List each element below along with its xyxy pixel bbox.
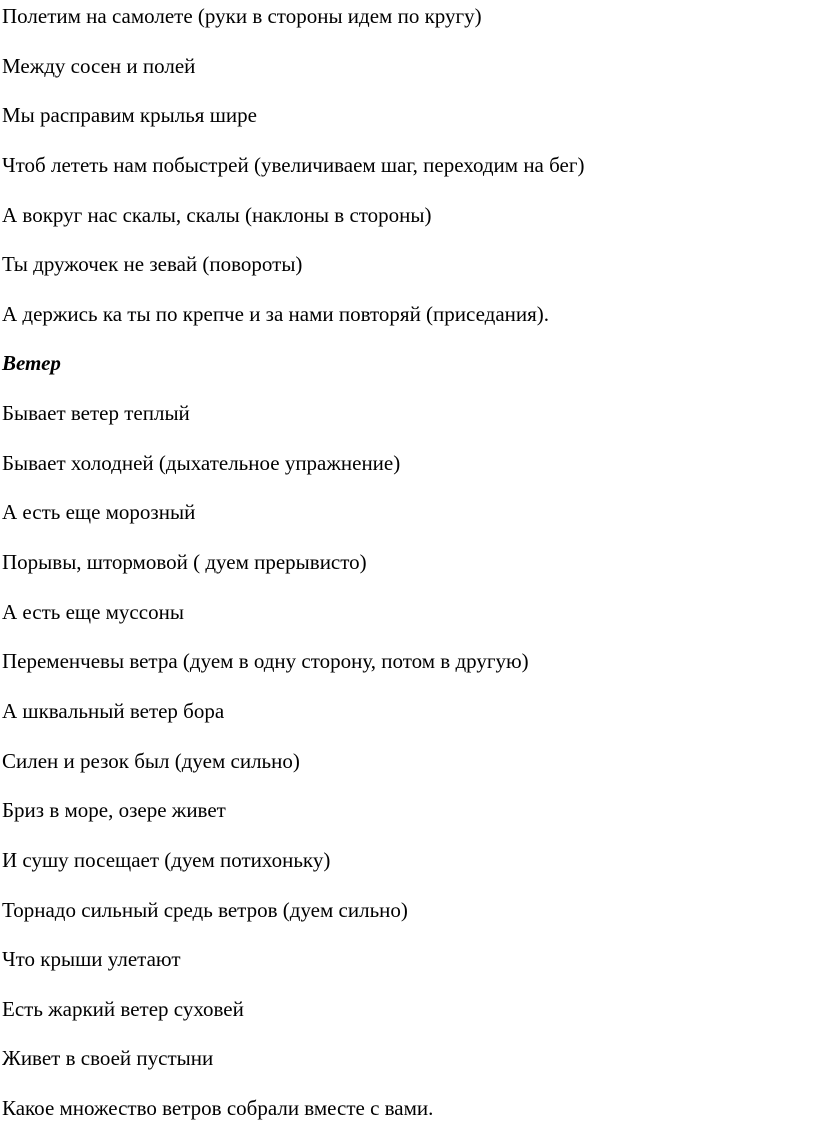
text-line: Ты дружочек не зевай (повороты) xyxy=(2,252,303,276)
text-line: Торнадо сильный средь ветров (дуем сильно) xyxy=(2,898,408,922)
text-line: Мы расправим крылья шире xyxy=(2,103,257,127)
text-line: А шквальный ветер бора xyxy=(2,699,225,723)
text-line: Бриз в море, озере живет xyxy=(2,798,226,822)
text-line: Какое множество ветров собрали вместе с вами. xyxy=(2,1096,434,1120)
text-line: А есть еще морозный xyxy=(2,500,196,524)
section-heading: Ветер xyxy=(2,351,61,375)
text-line: Есть жаркий ветер суховей xyxy=(2,997,244,1021)
text-line: Силен и резок был (дуем сильно) xyxy=(2,749,300,773)
text-line: Бывает ветер теплый xyxy=(2,401,190,425)
text-line: Чтоб лететь нам побыстрей (увеличиваем шаг, переходим на бег) xyxy=(2,153,585,177)
text-line: А есть еще муссоны xyxy=(2,600,184,624)
text-line: Бывает холодней (дыхательное упражнение) xyxy=(2,451,401,475)
text-line: И сушу посещает (дуем потихоньку) xyxy=(2,848,331,872)
text-line: А вокруг нас скалы, скалы (наклоны в стороны) xyxy=(2,203,432,227)
text-line: Переменчевы ветра (дуем в одну сторону, потом в другую) xyxy=(2,649,529,673)
text-line: Между сосен и полей xyxy=(2,54,196,78)
text-line: Полетим на самолете (руки в стороны идем по кругу) xyxy=(2,4,482,28)
text-line: Живет в своей пустыни xyxy=(2,1046,214,1070)
text-line: А держись ка ты по крепче и за нами повторяй (приседания). xyxy=(2,302,550,326)
text-line: Что крыши улетают xyxy=(2,947,181,971)
text-line: Порывы, штормовой ( дуем прерывисто) xyxy=(2,550,367,574)
